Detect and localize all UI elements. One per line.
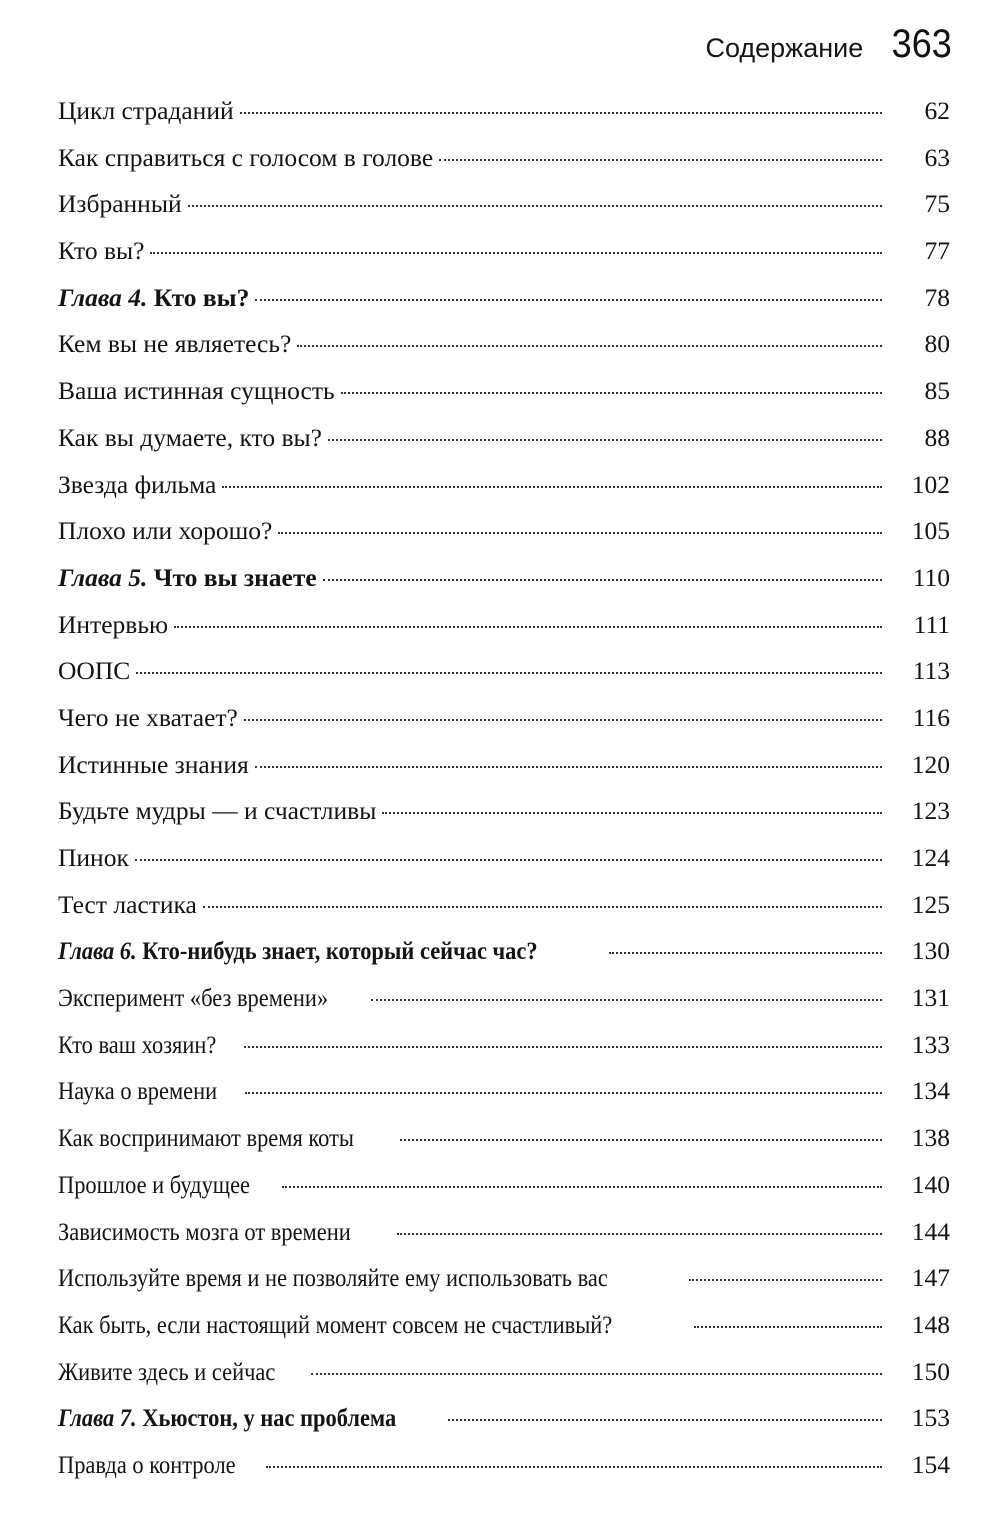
dot-leader (150, 252, 882, 254)
toc-entry-title: Плохо или хорошо? (58, 516, 273, 546)
dot-leader (244, 1046, 882, 1048)
toc-chapter-entry (58, 563, 950, 610)
chapter-title: Что вы знаете (153, 562, 317, 592)
toc-entry (58, 1357, 950, 1404)
toc-entry (58, 376, 950, 423)
toc-page-number: 111 (913, 609, 950, 639)
dot-leader (311, 1373, 882, 1375)
toc-page-number: 62 (924, 96, 950, 125)
dot-leader (255, 299, 882, 301)
chapter-title: Кто-нибудь знает, который сейчас час? (142, 936, 538, 966)
dot-leader (397, 1233, 882, 1235)
toc-entry-title: Ваша истинная сущность (58, 376, 335, 406)
toc-page-number: 154 (911, 1449, 950, 1479)
toc-page-number: 80 (924, 329, 950, 359)
toc-entry (58, 750, 950, 797)
toc-entry-title: Правда о контроле (58, 1449, 236, 1479)
dot-leader (174, 626, 882, 628)
toc-page-number: 116 (912, 702, 950, 732)
toc-entry (58, 329, 950, 376)
toc-chapter-entry (58, 283, 950, 330)
toc-entry-title: Как справиться с голосом в голове (58, 142, 434, 172)
dot-leader (222, 486, 882, 488)
toc-entry (58, 1310, 950, 1357)
toc-page-number: 144 (911, 1216, 950, 1246)
toc-entry-title: Цикл страданий (58, 96, 234, 125)
dot-leader (341, 392, 882, 394)
dot-leader (382, 812, 882, 814)
toc-entry (58, 1217, 950, 1264)
dot-leader (694, 1326, 882, 1328)
toc-entry-title: ООПС (58, 656, 131, 686)
toc-entry-title: Избранный (58, 189, 182, 219)
toc-entry (58, 189, 950, 236)
chapter-label: Глава 4. (58, 282, 148, 312)
toc-entry-title: Будьте мудры — и счастливы (58, 796, 377, 826)
chapter-label: Глава 5. (58, 562, 148, 592)
toc-page-number: 148 (911, 1309, 950, 1339)
toc-entry (58, 516, 950, 563)
dot-leader (136, 672, 882, 674)
running-header (705, 22, 952, 67)
toc-page-number: 105 (911, 516, 950, 546)
toc-page-number: 125 (911, 889, 950, 919)
dot-leader (244, 719, 882, 721)
toc-entry-title: Живите здесь и сейчас (58, 1356, 276, 1386)
dot-leader (439, 159, 882, 161)
toc-entry-title (58, 283, 249, 313)
toc-entry (58, 983, 950, 1030)
dot-leader (188, 205, 882, 207)
toc-page-number: 88 (924, 422, 950, 452)
toc-page-number: 77 (924, 236, 950, 266)
toc-entry-title: Эксперимент «без времени» (58, 983, 329, 1013)
toc-entry (58, 890, 950, 937)
toc-entry (58, 236, 950, 283)
toc-entry-title (58, 1403, 396, 1433)
chapter-label: Глава 6. (58, 936, 137, 966)
toc-entry-title: Как быть, если настоящий момент совсем не счастливый? (58, 1309, 613, 1339)
dot-leader (203, 906, 882, 908)
toc-chapter-entry (58, 1403, 950, 1450)
section-title: Содержание (705, 33, 864, 63)
dot-leader (282, 1186, 882, 1188)
dot-leader (689, 1279, 882, 1281)
toc-entry (58, 1263, 950, 1310)
toc-entry-title: Как воспринимают время коты (58, 1123, 354, 1153)
toc-page-number: 102 (911, 469, 950, 499)
toc-entry (58, 96, 950, 143)
toc-entry (58, 470, 950, 517)
toc-entry (58, 423, 950, 470)
toc-page-number: 85 (924, 376, 950, 406)
toc-entry-title (58, 563, 317, 593)
toc-entry-title: Звезда фильма (58, 469, 217, 499)
toc-entry-title: Как вы думаете, кто вы? (58, 422, 322, 452)
dot-leader (371, 999, 882, 1001)
toc-page-number: 130 (911, 936, 950, 966)
dot-leader (255, 766, 882, 768)
toc-entry-title: Истинные знания (58, 749, 249, 779)
dot-leader (323, 579, 882, 581)
toc-entry-title: Интервью (58, 609, 168, 639)
toc-page-number: 110 (912, 562, 950, 592)
toc-entry-title: Чего не хватает? (58, 702, 238, 732)
toc-entry-title: Тест ластика (58, 889, 197, 919)
toc-entry (58, 1123, 950, 1170)
toc-entry (58, 1170, 950, 1217)
dot-leader (278, 532, 882, 534)
chapter-title: Хьюстон, у нас проблема (142, 1403, 397, 1433)
toc-page-number: 138 (911, 1123, 950, 1153)
chapter-label: Глава 7. (58, 1403, 137, 1433)
dot-leader (266, 1466, 882, 1468)
dot-leader (297, 345, 882, 347)
toc-page-number: 124 (911, 843, 950, 872)
toc-page-number: 147 (911, 1263, 950, 1293)
dot-leader (328, 439, 882, 441)
toc-entry-title (58, 936, 538, 966)
toc-entry (58, 1030, 950, 1077)
page-number: 363 (891, 22, 952, 66)
dot-leader (400, 1139, 882, 1141)
toc-page-number: 120 (911, 749, 950, 779)
toc-entry-title: Пинок (58, 843, 129, 872)
toc-entry (58, 1076, 950, 1123)
toc-entry-title: Кто ваш хозяин? (58, 1029, 217, 1059)
dot-leader (609, 952, 882, 954)
toc-chapter-entry (58, 936, 950, 983)
toc-page-number: 75 (924, 189, 950, 219)
toc-page-number: 140 (911, 1169, 950, 1199)
toc-entry (58, 1450, 950, 1497)
toc-entry-title: Кто вы? (58, 236, 145, 266)
toc-entry (58, 656, 950, 703)
toc-page-number: 134 (911, 1076, 950, 1106)
toc-page-number: 133 (911, 1029, 950, 1059)
toc-page-number: 63 (924, 142, 950, 172)
table-of-contents (58, 96, 950, 1497)
toc-page-number: 150 (911, 1356, 950, 1386)
chapter-title: Кто вы? (153, 282, 250, 312)
toc-page-number: 123 (911, 796, 950, 826)
toc-entry-title: Зависимость мозга от времени (58, 1216, 351, 1246)
toc-entry (58, 843, 950, 890)
toc-entry-title: Кем вы не являетесь? (58, 329, 292, 359)
toc-page-number: 113 (912, 656, 950, 686)
toc-entry (58, 703, 950, 750)
toc-entry (58, 796, 950, 843)
toc-page-number: 131 (911, 983, 950, 1013)
toc-entry-title: Наука о времени (58, 1076, 218, 1106)
dot-leader (448, 1419, 882, 1421)
toc-page-number: 78 (924, 282, 950, 312)
dot-leader (240, 112, 882, 114)
dot-leader (245, 1092, 882, 1094)
dot-leader (135, 859, 882, 861)
toc-entry (58, 143, 950, 190)
toc-entry-title: Используйте время и не позволяйте ему использовать вас (58, 1263, 608, 1293)
toc-entry-title: Прошлое и будущее (58, 1169, 251, 1199)
toc-page-number: 153 (911, 1403, 950, 1433)
toc-entry (58, 610, 950, 657)
